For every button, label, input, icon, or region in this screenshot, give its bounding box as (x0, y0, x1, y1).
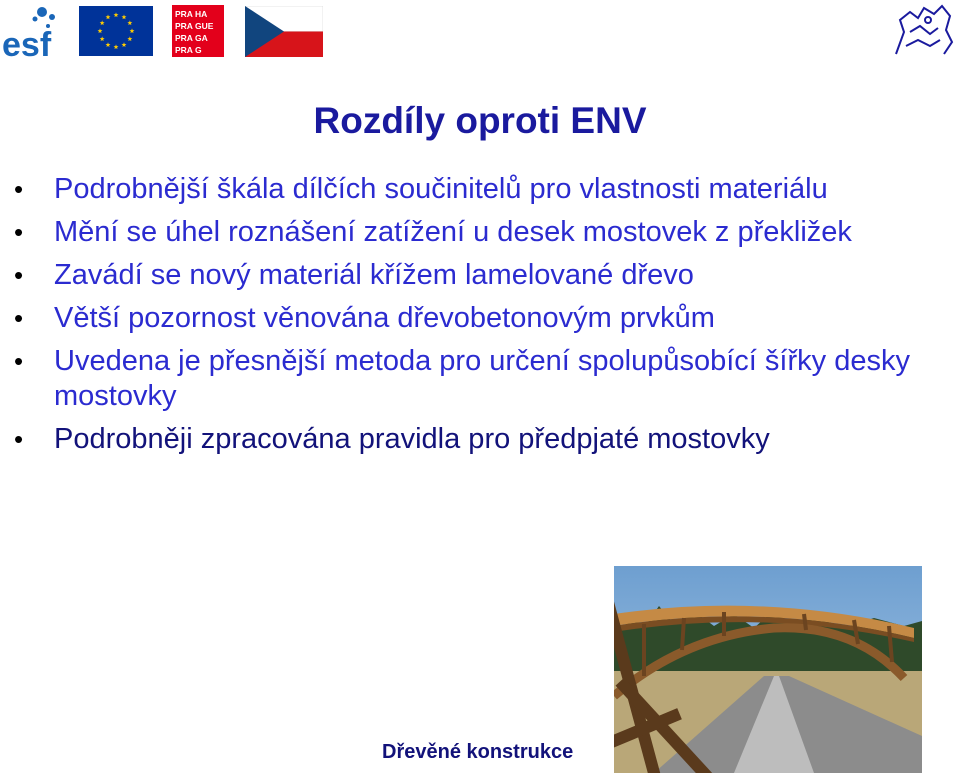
praha-logo-line: PRA HA (175, 9, 208, 19)
bullet-glyph: • (14, 260, 24, 290)
esf-logo (2, 4, 64, 58)
esf-logo-text: esf (2, 26, 52, 58)
eu-flag-icon (79, 6, 153, 56)
praha-logo (172, 5, 224, 57)
slide-title: Rozdíly oproti ENV (313, 100, 647, 141)
wooden-arch-bridge-photo (614, 566, 922, 773)
bullet-item (14, 422, 944, 457)
bullet-list (14, 172, 944, 457)
bullet-text: Zavádí se nový materiál křížem lamelované dřevo (54, 259, 694, 291)
footer-text: Dřevěné konstrukce (382, 741, 574, 763)
bullet-item (14, 301, 944, 336)
bullet-item (14, 258, 944, 293)
logo-bar (0, 0, 960, 64)
bullet-item (14, 344, 944, 414)
bullet-glyph: • (14, 346, 24, 376)
cvut-lion-logo (890, 2, 956, 60)
czech-flag-icon (245, 6, 323, 57)
bullet-item (14, 172, 944, 207)
bullet-glyph: • (14, 174, 24, 204)
bullet-glyph: • (14, 303, 24, 333)
bullet-text: Podrobnější škála dílčích součinitelů pro vlastnosti materiálu (54, 173, 828, 205)
bullet-glyph: • (14, 217, 24, 247)
bullet-text: Mění se úhel roznášení zatížení u desek mostovek z překližek (54, 216, 852, 248)
praha-logo-line: PRA GA (175, 33, 208, 43)
bullet-glyph: • (14, 424, 24, 454)
bullet-text: Větší pozornost věnována dřevobetonovým prvkům (54, 302, 715, 334)
bullet-text: Podrobněji zpracována pravidla pro předpjaté mostovky (54, 423, 770, 455)
praha-logo-line: PRA GUE (175, 21, 214, 31)
bullet-text: Uvedena je přesnější metoda pro určení spolupůsobící šířky desky mostovky (54, 345, 910, 412)
bullet-item (14, 215, 944, 250)
praha-logo-line: PRA G (175, 45, 202, 55)
